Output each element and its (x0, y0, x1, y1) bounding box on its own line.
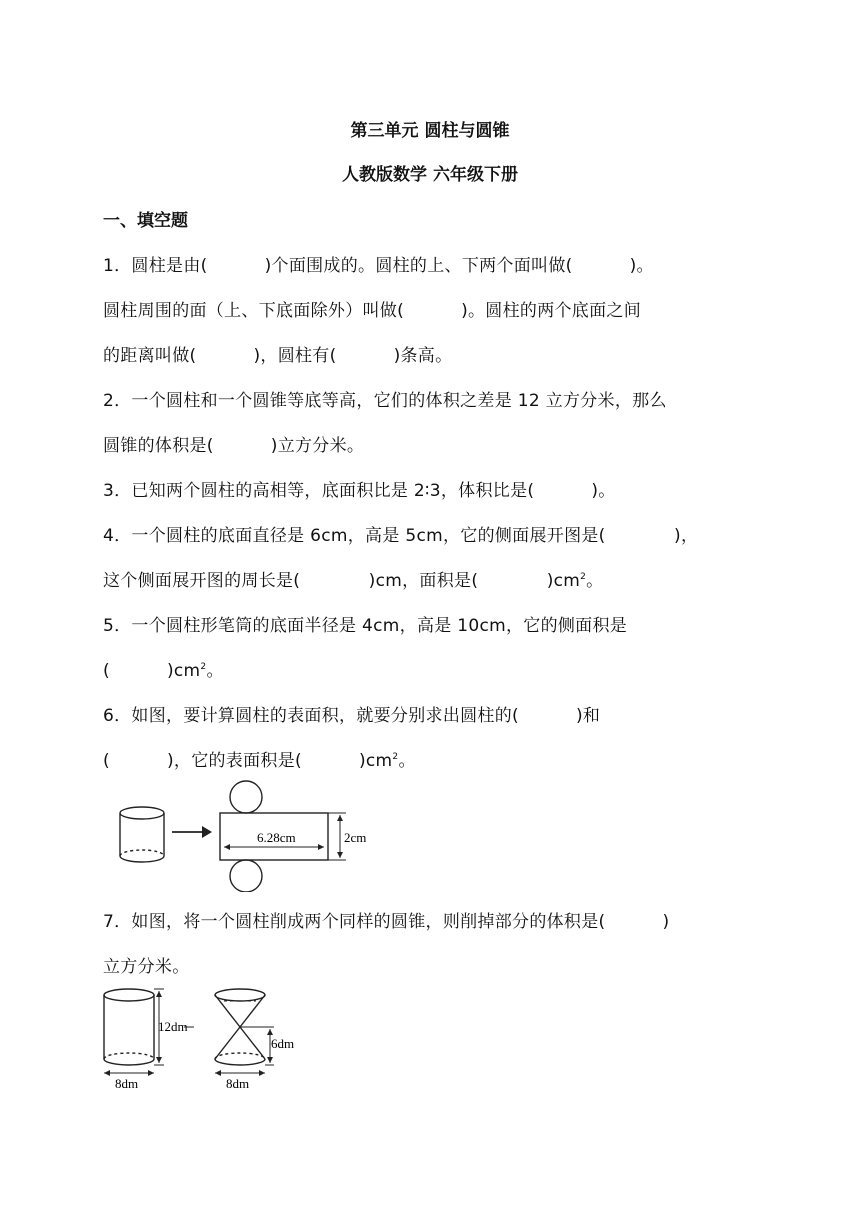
superscript-2: 2 (200, 662, 207, 672)
q4-line2 (103, 566, 603, 591)
cylinder-height-label: 12dm (158, 1019, 188, 1034)
q6-line2 (103, 746, 416, 771)
q1-line2: 圆柱周围的面（上、下底面除外）叫做( )。圆柱的两个底面之间 (103, 301, 642, 321)
section-heading: 一、填空题 (103, 211, 188, 231)
q4-line2-text: 这个侧面展开图的周长是( )cm，面积是( )cm (103, 571, 581, 591)
q7-line2: 立方分米。 (103, 957, 190, 977)
net-height-label: 2cm (344, 830, 367, 845)
q2-line1: 2．一个圆柱和一个圆锥等底等高，它们的体积之差是 12 立方分米，那么 (103, 391, 667, 411)
q7-line1: 7．如图，将一个圆柱削成两个同样的圆锥，则削掉部分的体积是( ) (103, 912, 670, 932)
page-subtitle: 人教版数学 六年级下册 (342, 165, 518, 185)
q5-line2-text: ( )cm (103, 661, 201, 681)
superscript-2: 2 (392, 752, 399, 762)
cylinder-icon (104, 989, 154, 1065)
q5-line2 (103, 656, 224, 681)
q3-line: 3．已知两个圆柱的高相等，底面积比是 2∶3，体积比是( )。 (103, 481, 616, 501)
q4-line1: 4．一个圆柱的底面直径是 6cm，高是 5cm，它的侧面展开图是( )， (103, 526, 699, 546)
cylinder-diameter-label: 8dm (115, 1076, 139, 1091)
cone-height-label: 6dm (271, 1036, 295, 1051)
q5-line1: 5．一个圆柱形笔筒的底面半径是 4cm，高是 10cm，它的侧面积是 (103, 616, 628, 636)
cylinder-cone-figure (98, 985, 308, 1095)
superscript-2: 2 (580, 572, 587, 582)
q6-line2-text: ( )，它的表面积是( )cm (103, 751, 393, 771)
cylinder-net-figure (110, 780, 400, 892)
cone-diameter-label: 8dm (226, 1076, 250, 1091)
q4-line2-end: 。 (586, 571, 604, 591)
page-title: 第三单元 圆柱与圆锥 (350, 121, 510, 141)
q1-line3: 的距离叫做( )，圆柱有( )条高。 (103, 346, 453, 366)
q6-line2-end: 。 (398, 751, 416, 771)
q1-line1: 1．圆柱是由( )个面围成的。圆柱的上、下两个面叫做( )。 (103, 256, 654, 276)
q2-line2: 圆锥的体积是( )立方分米。 (103, 436, 365, 456)
q5-line2-end: 。 (206, 661, 224, 681)
q6-line1: 6．如图，要计算圆柱的表面积，就要分别求出圆柱的( )和 (103, 706, 601, 726)
arrow-right-icon (172, 826, 212, 838)
net-width-label: 6.28cm (257, 830, 296, 845)
cylinder-icon (120, 807, 164, 862)
